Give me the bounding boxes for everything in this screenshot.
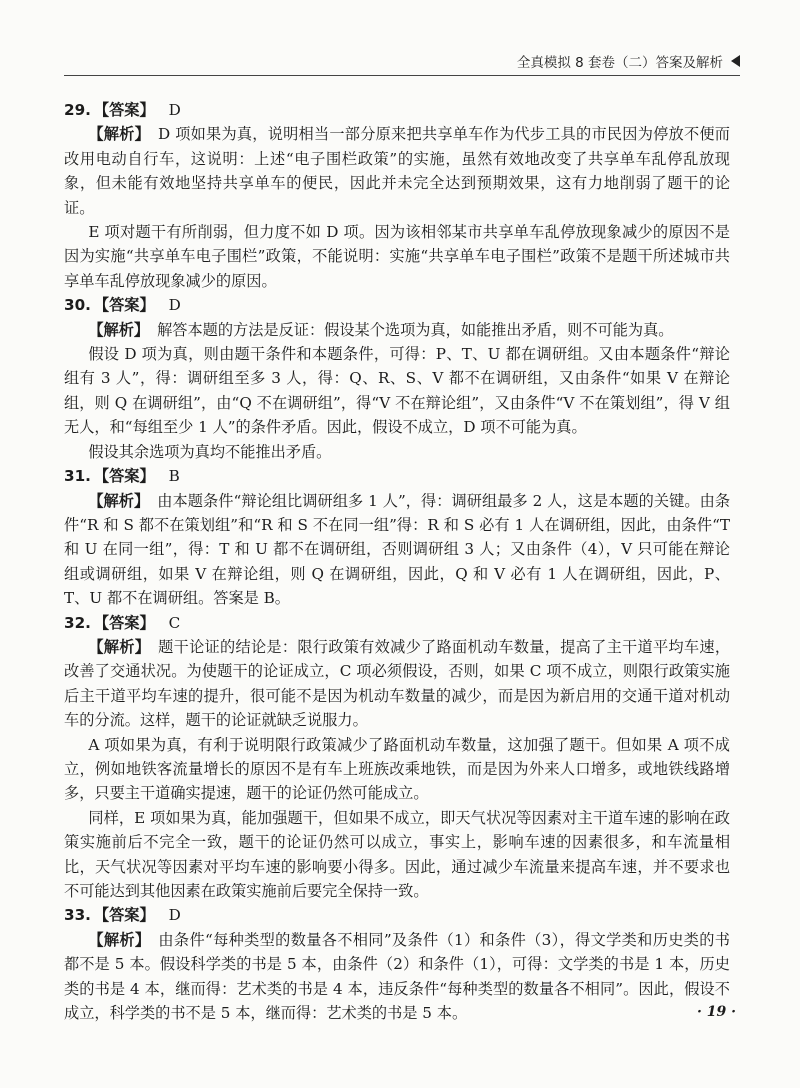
analysis-paragraph	[64, 440, 730, 464]
paragraph-text: 由本题条件“辩论组比调研组多 1 人”，得：调研组最多 2 人，这是本题的关键。由条件“R 和 S 都不在策划组”和“R 和 S 不在同一组”得：R 和 S 必有 1 人在调研组，因此，由条件“T 和 U 在同一组”，得：T 和 U 都不在调研组，否则调研组 3 人；又由条件（4），V 只可能在辩论组或调研组，如果 V 在辩论组，则 Q 在调研组，因此，Q 和 V 必有 1 人在调研组，因此，P、T、U 都不在调研组。答案是 B。	[64, 491, 731, 608]
paragraph-text: 解答本题的方法是反证：假设某个选项为真，如能推出矛盾，则不可能为真。	[157, 320, 674, 339]
question-number: 30.	[64, 296, 91, 315]
running-header	[64, 50, 740, 72]
paragraph-text: 假设 D 项为真，则由题干条件和本题条件，可得：P、T、U 都在调研组。又由本题条件“辩论组有 3 人”，得：调研组至多 3 人，得：Q、R、S、V 都不在调研组，又由条件“如果 V 在辩论组，则 Q 在调研组”，由“Q 不在调研组”，得“V 不在辩论组”，又由条件“V 不在策划组”，得 V 组无人，和“每组至少 1 人”的条件矛盾。因此，假设不成立，D 项不可能为真。	[64, 345, 730, 437]
analysis-paragraph	[64, 733, 730, 806]
analysis-paragraph	[64, 220, 730, 293]
answer-line	[64, 464, 730, 488]
question-number: 29.	[64, 101, 91, 119]
answer-tag: 【答案】	[93, 296, 155, 315]
answer-line	[64, 903, 730, 927]
answer-tag: 【答案】	[93, 467, 155, 486]
header-title: 全真模拟 8 套卷（二）答案及解析	[516, 55, 723, 71]
paragraph-text: 由条件“每种类型的数量各不相同”及条件（1）和条件（3），得文学类和历史类的书都不是 5 本。假设科学类的书是 5 本，由条件（2）和条件（1），可得：文学类的书是 1 本，历史类的书是 4 本，继而得：艺术类的书是 4 本，违反条件“每种类型的数量各不相同”。因此，假设不成立，科学类的书不是 5 本，继而得：艺术类的书是 5 本。	[64, 930, 730, 1023]
paragraph-text: 题干论证的结论是：限行政策有效减少了路面机动车数量，提高了主干道平均车速，改善了交通状况。为使题干的论证成立，C 项必须假设，否则，如果 C 项不成立，则限行政策实施后主干道平均车速的提升，很可能不是因为机动车数量的减少，而是因为新启用的交通干道对机动车的分流。这样，题干的论证就缺乏说服力。	[64, 637, 731, 730]
question-block	[64, 464, 730, 610]
question-number: 31.	[64, 467, 91, 486]
analysis-paragraph	[64, 318, 730, 342]
answer-letter: C	[168, 613, 181, 632]
analysis-paragraph	[64, 635, 730, 733]
question-block	[64, 611, 730, 904]
analysis-paragraph	[64, 489, 730, 611]
analysis-tag: 【解析】	[88, 491, 150, 510]
paragraph-text: 同样，E 项如果为真，能加强题干，但如果不成立，即天气状况等因素对主干道车速的影响在政策实施前后不完全一致，题干的论证仍然可以成立，事实上，影响车速的因素很多，和车流量相比，天气状况等因素对平均车速的影响要小得多。因此，通过减少车流量来提高车速，并不要求也不可能达到其他因素在政策实施前后要完全保持一致。	[64, 808, 730, 900]
question-number: 32.	[64, 613, 91, 632]
analysis-tag: 【解析】	[88, 637, 151, 656]
analysis-paragraph	[64, 806, 730, 904]
question-block	[64, 98, 730, 293]
answer-line	[64, 293, 730, 317]
answer-letter: B	[168, 467, 180, 486]
triangle-marker-icon	[731, 55, 740, 67]
analysis-tag: 【解析】	[88, 930, 151, 949]
question-block	[64, 293, 730, 464]
analysis-tag: 【解析】	[88, 125, 150, 144]
question-block	[64, 903, 730, 1025]
page-number: · 19 ·	[697, 1004, 736, 1020]
answer-line	[64, 98, 730, 122]
paragraph-text: 假设其余选项为真均不能推出矛盾。	[88, 442, 332, 461]
answer-letter: D	[168, 101, 181, 119]
answer-letter: D	[168, 906, 181, 925]
analysis-tag: 【解析】	[88, 320, 150, 339]
analysis-paragraph	[64, 928, 730, 1026]
question-number: 33.	[64, 906, 91, 925]
paragraph-text: E 项对题干有所削弱，但力度不如 D 项。因为该相邻某市共享单车乱停放现象减少的原因不是因为实施“共享单车电子围栏”政策，不能说明：实施“共享单车电子围栏”政策不是题干所述城市共享单车乱停放现象减少的原因。	[64, 223, 730, 290]
analysis-paragraph	[64, 122, 730, 220]
answer-letter: D	[168, 296, 181, 315]
answer-tag: 【答案】	[93, 613, 155, 632]
answer-line	[64, 611, 730, 635]
header-rule	[64, 75, 740, 76]
paragraph-text: D 项如果为真，说明相当一部分原来把共享单车作为代步工具的市民因为停放不便而改用电动自行车，这说明：上述“电子围栏政策”的实施，虽然有效地改变了共享单车乱停乱放现象，但未能有效地坚持共享单车的便民，因此并未完全达到预期效果，这有力地削弱了题干的论证。	[64, 125, 730, 217]
answer-tag: 【答案】	[93, 101, 155, 119]
analysis-paragraph	[64, 342, 730, 440]
answer-content	[64, 98, 730, 1025]
paragraph-text: A 项如果为真，有利于说明限行政策减少了路面机动车数量，这加强了题干。但如果 A 项不成立，例如地铁客流量增长的原因不是有车上班族改乘地铁，而是因为外来人口增多，或地铁线路增多，只要主干道确实提速，题干的论证仍然可能成立。	[64, 735, 730, 803]
answer-tag: 【答案】	[93, 906, 155, 925]
